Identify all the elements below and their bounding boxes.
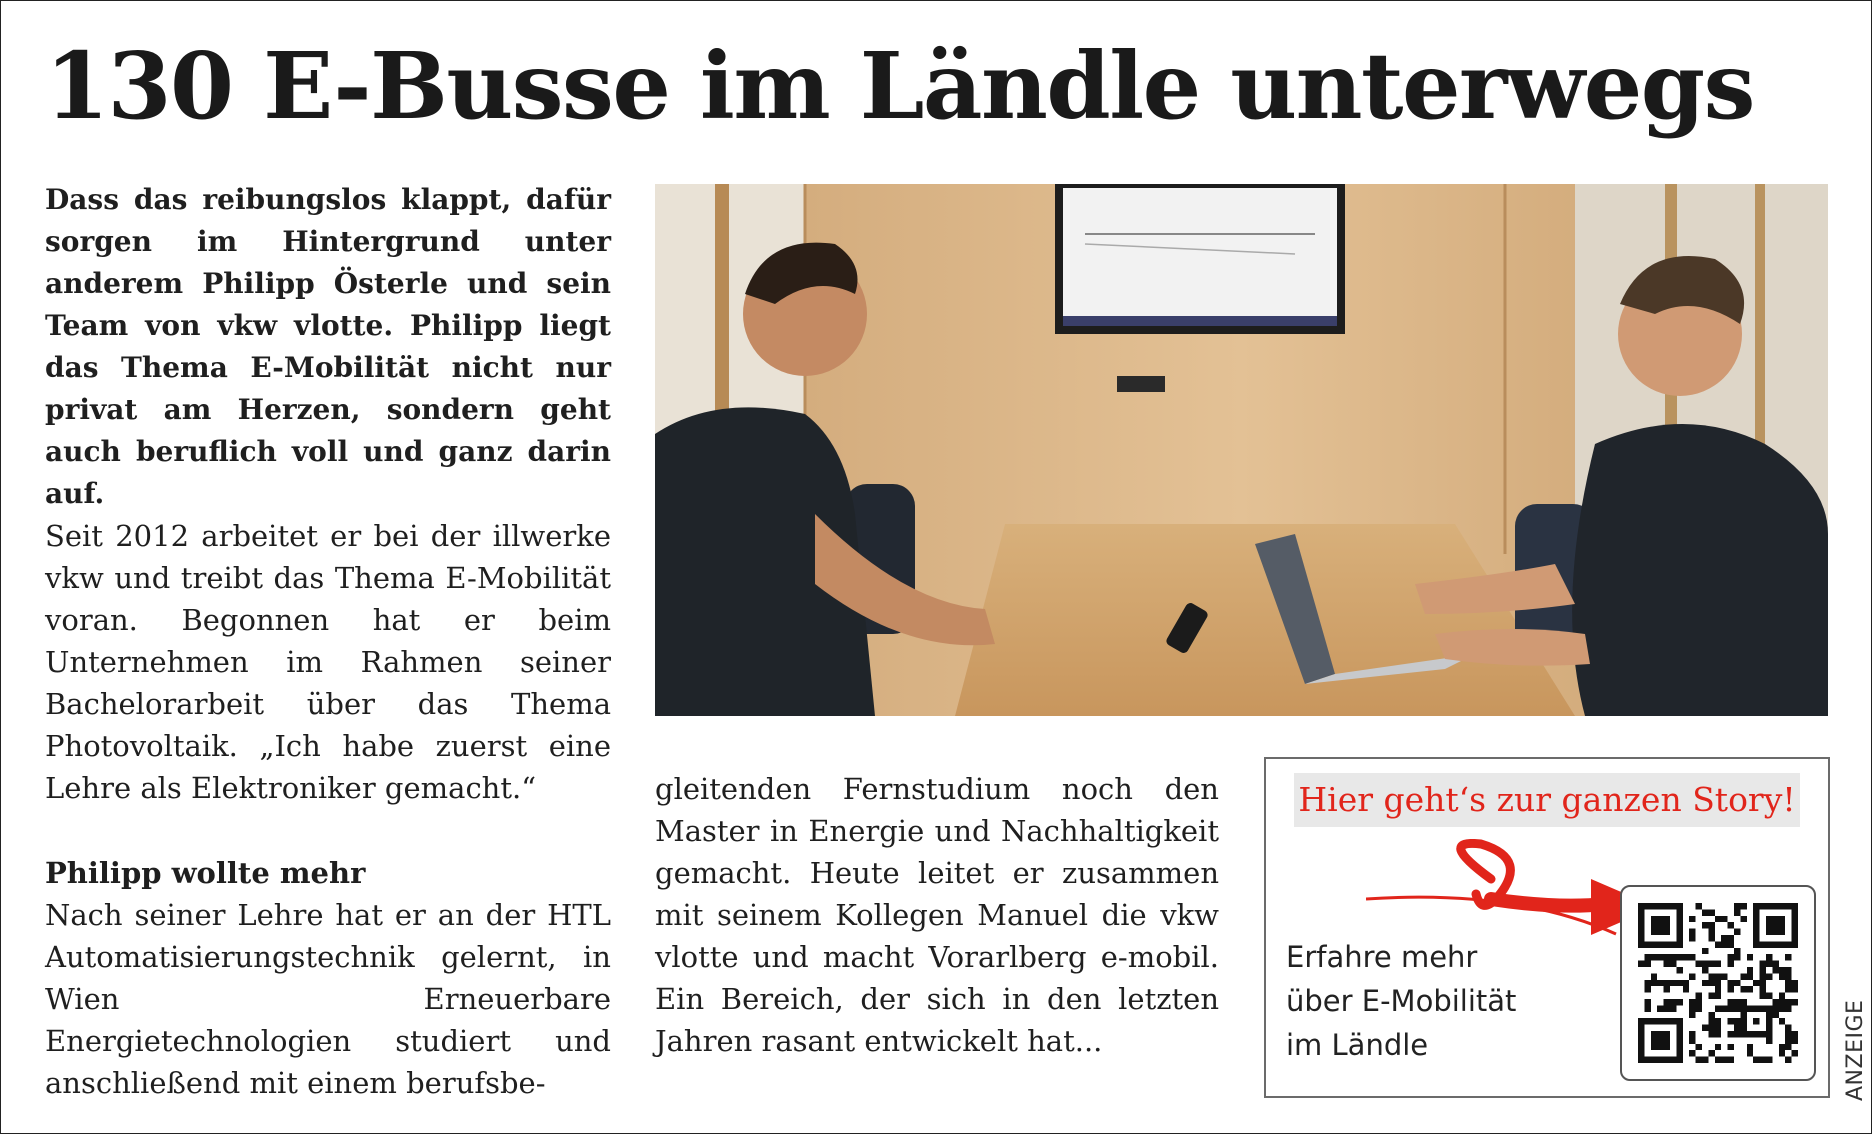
lead-text: Dass das reibungslos klappt, dafür sorgen im Hintergrund unter anderem Philipp Österle und sein Team von vkw vlotte. Philipp liegt das Thema E-Mobilität nicht nur privat am Herzen, sondern geht auch beruflich voll und ganz darin auf. — [45, 183, 611, 510]
promo-text-line: Erfahre mehr — [1286, 940, 1478, 974]
column2-paragraph — [655, 768, 1219, 1062]
column1-paragraph2 — [45, 894, 611, 1104]
column1-paragraph — [45, 515, 611, 809]
subheading: Philipp wollte mehr — [45, 856, 366, 890]
lead-paragraph — [45, 179, 611, 515]
promo-title[interactable]: Hier geht‘s zur ganzen Story! — [1298, 780, 1796, 819]
promo-text-line: im Ländle — [1286, 1028, 1429, 1062]
column1-text2: Nach seiner Lehre hat er an der HTL Automatisierungstechnik gelernt, in Wien Erneuerbare Energietechnologien studiert und anschließend mit einem berufsbe- — [45, 898, 611, 1100]
headline: 130 E-Busse im Ländle unterwegs — [45, 32, 1754, 140]
promo-box — [1264, 757, 1830, 1098]
qr-code-icon[interactable] — [1638, 903, 1798, 1063]
advertisement-label: ANZEIGE — [1843, 999, 1868, 1101]
promo-title-bar — [1294, 773, 1800, 827]
promo-text-line: über E-Mobilität — [1286, 984, 1517, 1018]
qr-code-frame[interactable] — [1620, 885, 1816, 1081]
article-photo — [655, 184, 1828, 716]
column2-text: gleitenden Fernstudium noch den Master in Energie und Nachhaltigkeit gemacht. Heute leitet er zusammen mit seinem Kollegen Manuel die vkw vlotte und macht Vorarlberg e-mobil. Ein Bereich, der sich in den letzten Jahren rasant entwickelt hat... — [655, 772, 1219, 1058]
promo-text — [1286, 935, 1586, 1067]
column1-text: Seit 2012 arbeitet er bei der illwerke vkw und treibt das Thema E-Mobilität voran. Begonnen hat er beim Unternehmen im Rahmen seiner Bachelorarbeit über das Thema Photovoltaik. „Ich habe zuerst eine Lehre als Elektroniker gemacht.“ — [45, 519, 611, 805]
